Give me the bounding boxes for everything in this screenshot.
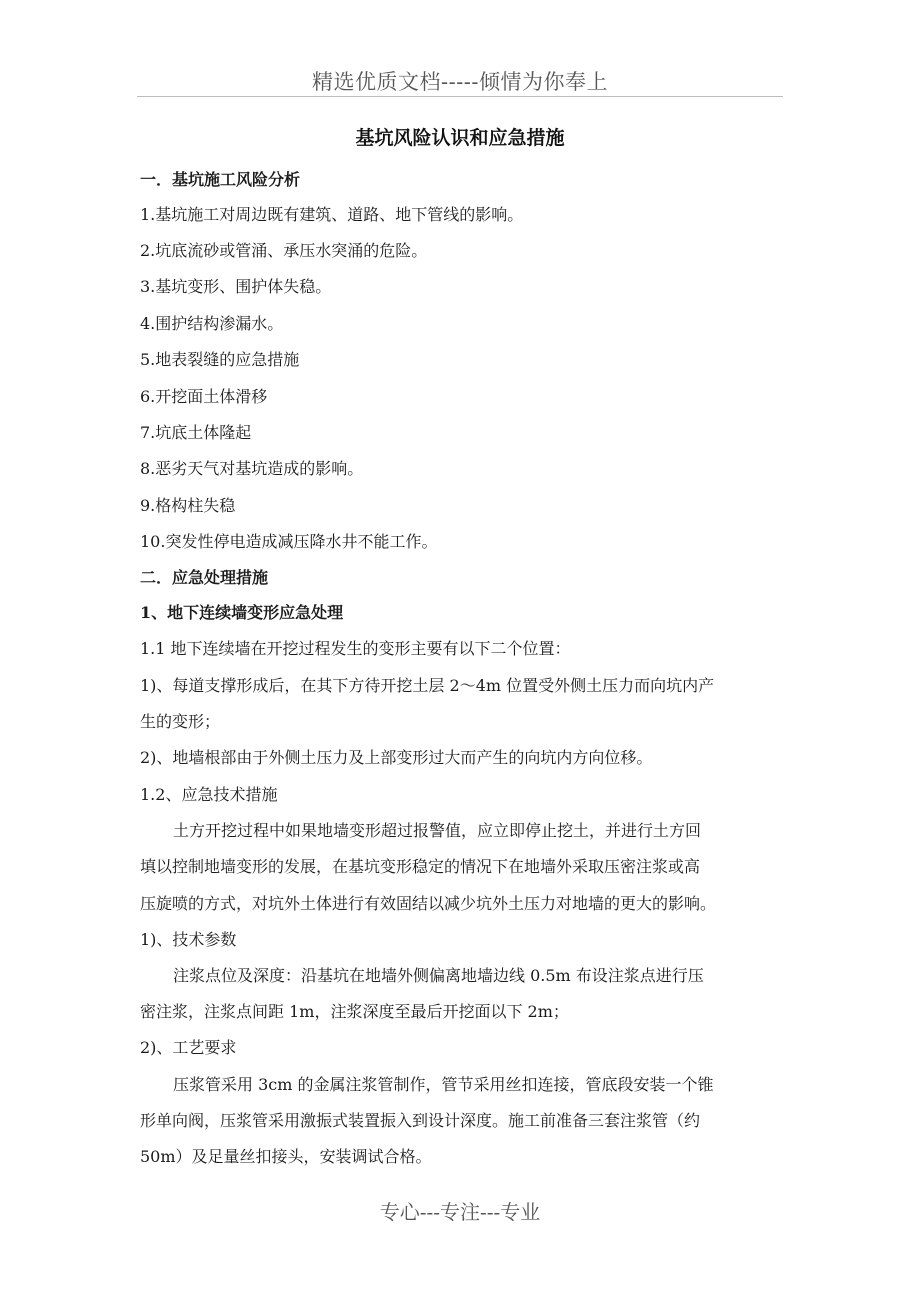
risk-item: 9.格构柱失稳 <box>140 496 236 515</box>
document-title: 基坑风险认识和应急措施 <box>355 127 565 149</box>
risk-item: 8.恶劣天气对基坑造成的影响。 <box>140 459 364 478</box>
paragraph-line: 压旋喷的方式，对坑外土体进行有效固结以减少坑外土压力对地墙的更大的影响。 <box>140 894 717 913</box>
risk-item: 6.开挖面土体滑移 <box>140 387 268 406</box>
page-footer: 专心---专注---专业 <box>379 1200 541 1224</box>
header-divider <box>137 96 783 97</box>
paragraph-line: 土方开挖过程中如果地墙变形超过报警值，应立即停止挖土，并进行土方回 <box>173 821 702 840</box>
page-header: 精选优质文档-----倾情为你奉上 <box>312 70 608 94</box>
paragraph-line: 填以控制地墙变形的发展，在基坑变形稳定的情况下在地墙外采取压密注浆或高 <box>140 857 701 876</box>
section-heading-risk-analysis: 一．基坑施工风险分析 <box>140 170 301 189</box>
paragraph-line: 2)、地墙根部由于外侧土压力及上部变形过大而产生的向坑内方向位移。 <box>140 748 653 767</box>
paragraph-line: 密注浆，注浆点间距 1m，注浆深度至最后开挖面以下 2m； <box>140 1002 569 1021</box>
paragraph-line: 2)、工艺要求 <box>140 1038 237 1057</box>
risk-item: 10.突发性停电造成减压降水井不能工作。 <box>140 532 438 551</box>
paragraph-line: 压浆管采用 3cm 的金属注浆管制作，管节采用丝扣连接，管底段安装一个锥 <box>173 1075 714 1094</box>
paragraph-line: 1)、技术参数 <box>140 930 237 949</box>
paragraph-line: 形单向阀，压浆管采用激振式装置振入到设计深度。施工前准备三套注浆管（约 <box>140 1111 701 1130</box>
risk-item: 7.坑底土体隆起 <box>140 423 252 442</box>
paragraph-line: 1)、每道支撑形成后，在其下方待开挖土层 2～4m 位置受外侧土压力而向坑内产 <box>140 676 715 695</box>
risk-item: 5.地表裂缝的应急措施 <box>140 350 300 369</box>
paragraph-line: 1.1 地下连续墙在开挖过程发生的变形主要有以下二个位置： <box>140 639 571 658</box>
risk-item: 4.围护结构渗漏水。 <box>140 314 284 333</box>
section-heading-emergency-measures: 二．应急处理措施 <box>140 568 269 587</box>
risk-item: 3.基坑变形、围护体失稳。 <box>140 277 332 296</box>
risk-item: 2.坑底流砂或管涌、承压水突涌的危险。 <box>140 241 428 260</box>
paragraph-line: 1.2、应急技术措施 <box>140 785 278 804</box>
paragraph-line: 生的变形； <box>140 712 221 731</box>
paragraph-line: 注浆点位及深度：沿基坑在地墙外侧偏离地墙边线 0.5m 布设注浆点进行压 <box>173 966 704 985</box>
subsection-heading-wall-deformation: 1、地下连续墙变形应急处理 <box>140 603 344 622</box>
paragraph-line: 50m）及足量丝扣接头，安装调试合格。 <box>140 1147 432 1166</box>
risk-item: 1.基坑施工对周边既有建筑、道路、地下管线的影响。 <box>140 205 524 224</box>
